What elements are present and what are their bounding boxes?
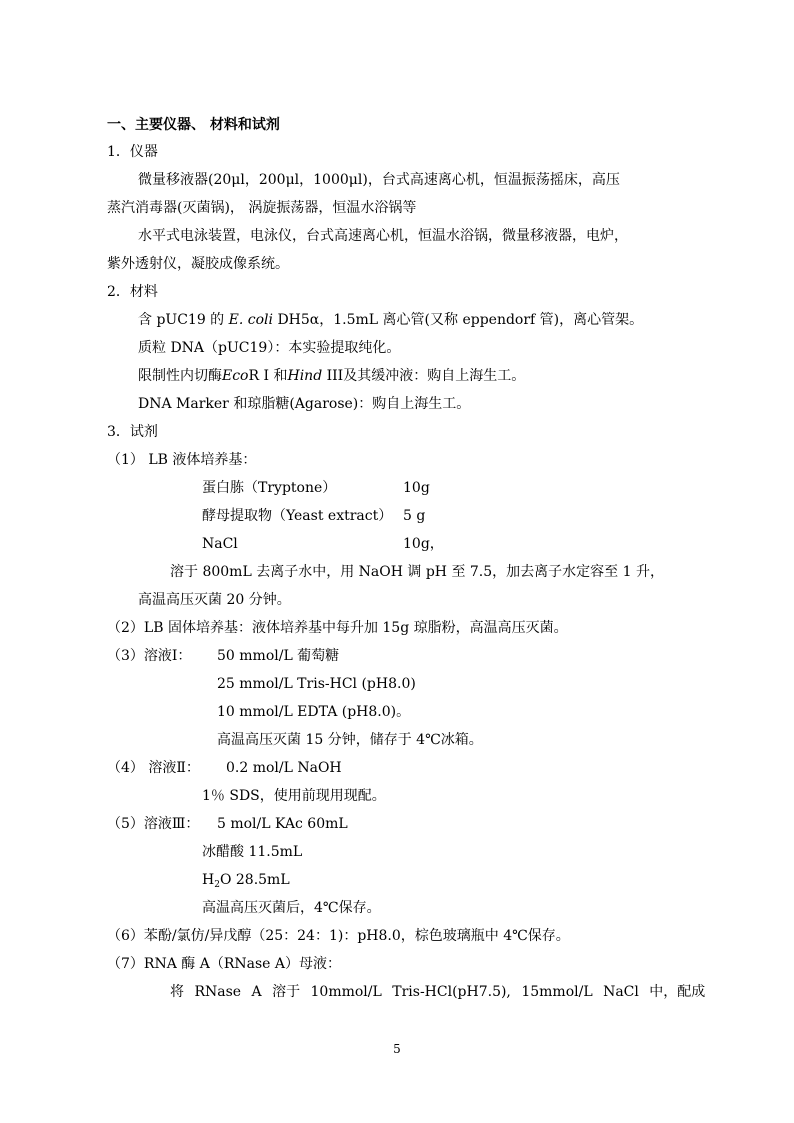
- reagent-1-item-3-amount: 10g，: [403, 536, 444, 552]
- instruments-paragraph-2-line-1: 水平式电泳装置，电泳仪，台式高速离心机，恒温水浴锅，微量移液器，电炉，: [138, 228, 628, 244]
- reagent-5-line-3: [202, 871, 290, 891]
- materials-item-3-text-c: III及其缓冲液：购自上海生工。: [326, 368, 526, 384]
- reagent-1-item-2-name: 酵母提取物（Yeast extract）: [202, 508, 393, 524]
- reagent-5-line-3-rest: O 28.5mL: [219, 872, 290, 888]
- reagent-1-title: （1） LB 液体培养基：: [107, 452, 257, 468]
- reagent-4-label: （4） 溶液Ⅱ：: [107, 760, 200, 776]
- section-heading: 一、主要仪器、 材料和试剂: [107, 117, 280, 133]
- materials-item-1-text-a: 含 pUC19 的: [138, 312, 225, 328]
- materials-item-3-text-b: R I 和: [248, 368, 288, 384]
- instruments-title: 1．仪器: [107, 144, 158, 160]
- reagent-6: （6）苯酚/氯仿/异戊醇（25：24：1)：pH8.0，棕色玻璃瓶中 4℃保存。: [107, 928, 570, 944]
- reagent-4-line-1: 0.2 mol/L NaOH: [226, 760, 342, 776]
- reagent-5-line-4: 高温高压灭菌后，4℃保存。: [202, 900, 381, 916]
- reagent-2: （2）LB 固体培养基：液体培养基中每升加 15g 琼脂粉，高温高压灭菌。: [107, 620, 568, 636]
- reagent-5-line-2: 冰醋酸 11.5mL: [202, 844, 303, 860]
- materials-item-3-text-a: 限制性内切酶: [138, 368, 222, 384]
- reagents-title: 3．试剂: [107, 424, 158, 440]
- materials-item-3: [138, 367, 525, 385]
- reagent-7-title: （7）RNA 酶 A（RNase A）母液：: [107, 956, 341, 972]
- materials-item-3-eco: Eco: [222, 368, 249, 384]
- materials-title: 2．材料: [107, 284, 158, 300]
- materials-item-1-ecoli: E. coli: [228, 312, 273, 328]
- reagent-5-h: H: [202, 872, 215, 888]
- instruments-paragraph-1-line-2: 蒸汽消毒器(灭菌锅)， 涡旋振荡器，恒温水浴锅等: [107, 200, 417, 216]
- reagent-1-item-2-amount: 5 g: [403, 508, 426, 524]
- reagent-1-note-line-1: 溶于 800mL 去离子水中，用 NaOH 调 pH 至 7.5，加去离子水定容至 1 升，: [170, 564, 664, 580]
- instruments-paragraph-1-line-1: 微量移液器(20μl，200μl，1000μl)，台式高速离心机，恒温振荡摇床，高压: [138, 172, 620, 188]
- page-number: 5: [393, 1042, 401, 1056]
- reagent-3-line-2: 25 mmol/L Tris-HCl (pH8.0): [217, 676, 416, 692]
- reagent-1-item-1-name: 蛋白胨（Tryptone）: [202, 480, 337, 496]
- materials-item-1: [138, 311, 643, 329]
- reagent-1-item-1-amount: 10g: [403, 480, 430, 496]
- reagent-7-line: 将 RNase A 溶于 10mmol/L Tris-HCl(pH7.5), 15mmol/L NaCl 中，配成: [170, 984, 706, 1000]
- materials-item-3-hind: Hind: [287, 368, 323, 384]
- reagent-1-note-line-2: 高温高压灭菌 20 分钟。: [138, 592, 291, 608]
- reagent-3-label: （3）溶液Ⅰ：: [107, 648, 192, 664]
- reagent-5-subscript: 2: [214, 880, 220, 890]
- reagent-5-label: （5）溶液Ⅲ：: [107, 816, 200, 832]
- reagent-4-line-2: 1％ SDS，使用前现用现配。: [202, 788, 386, 804]
- reagent-3-line-1: 50 mmol/L 葡萄糖: [217, 648, 340, 664]
- reagent-5-line-1: 5 mol/L KAc 60mL: [217, 816, 348, 832]
- reagent-3-line-4: 高温高压灭菌 15 分钟，储存于 4℃冰箱。: [217, 732, 483, 748]
- materials-item-2: 质粒 DNA（pUC19）：本实验提取纯化。: [138, 340, 401, 356]
- instruments-paragraph-2-line-2: 紫外透射仪，凝胶成像系统。: [107, 256, 289, 272]
- reagent-3-line-3: 10 mmol/L EDTA (pH8.0)。: [217, 704, 411, 720]
- materials-item-4: DNA Marker 和琼脂糖(Agarose)：购自上海生工。: [138, 396, 471, 412]
- materials-item-1-text-b: DH5α，1.5mL 离心管(又称 eppendorf 管)，离心管架。: [277, 312, 644, 328]
- reagent-1-item-3-name: NaCl: [202, 536, 238, 552]
